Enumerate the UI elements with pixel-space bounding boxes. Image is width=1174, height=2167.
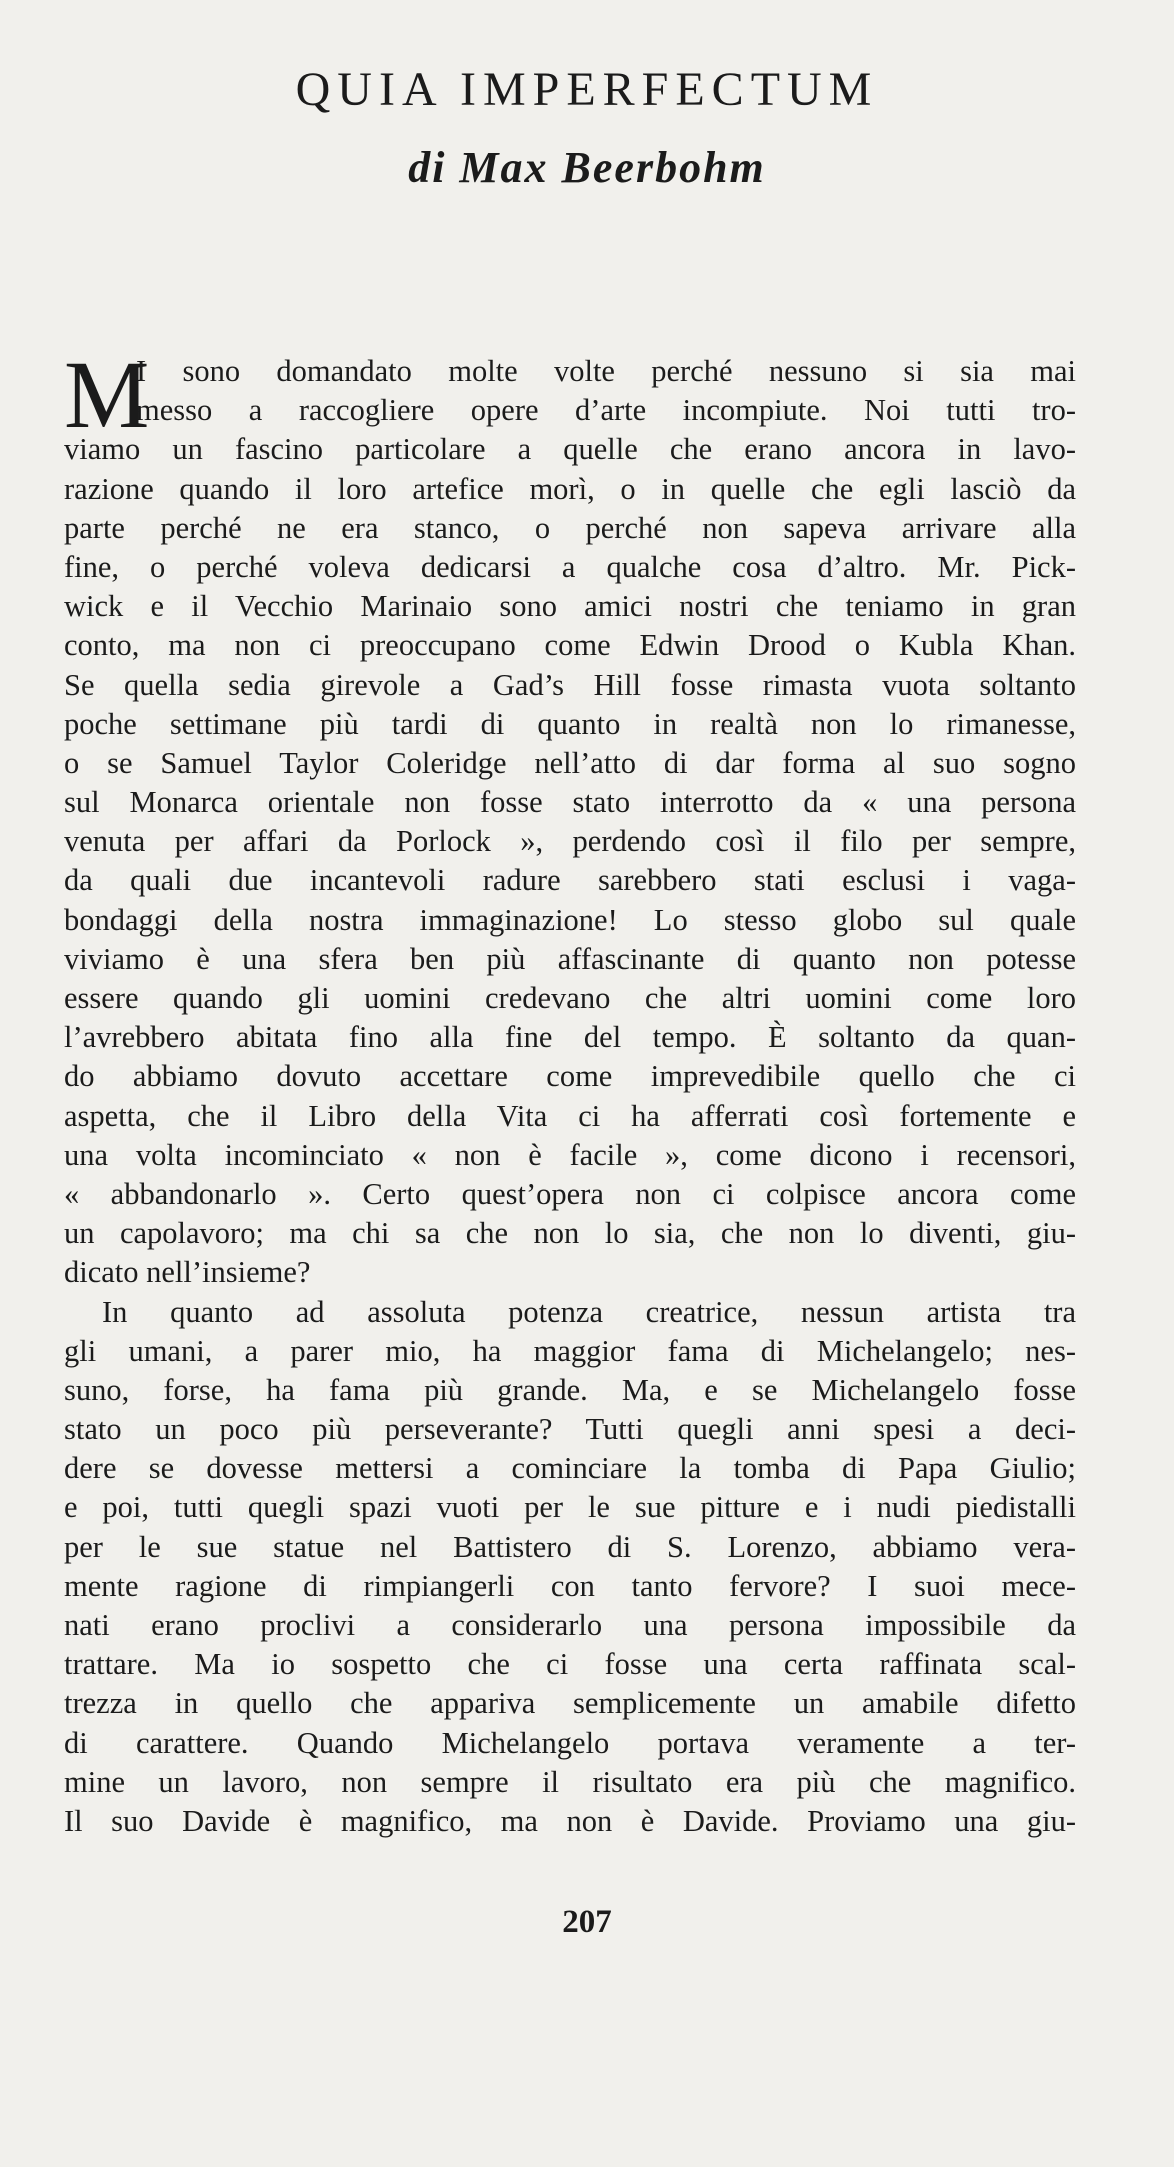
text-line: dere se dovesse mettersi a cominciare la tomba di Papa Giulio; [64, 1451, 1076, 1486]
essay-body [64, 341, 1076, 1841]
text-line: venuta per affari da Porlock », perdendo così il filo per sempre, [64, 824, 1076, 859]
text-line: di carattere. Quando Michelangelo portava veramente a ter- [64, 1725, 1076, 1760]
text-line: In quanto ad assoluta potenza creatrice, nessun artista tra [102, 1294, 1076, 1329]
text-line: aspetta, che il Libro della Vita ci ha afferrati così fortemente e [64, 1098, 1076, 1133]
text-line: trezza in quello che appariva semplicemente un amabile difetto [64, 1686, 1076, 1721]
text-line: gli umani, a parer mio, ha maggior fama di Michelangelo; nes- [64, 1333, 1076, 1368]
text-line: dicato nell’insieme? [64, 1255, 311, 1290]
text-line: stato un poco più perseverante? Tutti quegli anni spesi a deci- [64, 1412, 1076, 1447]
text-line: poche settimane più tardi di quanto in realtà non lo rimanesse, [64, 706, 1076, 741]
text-line: parte perché ne era stanco, o perché non sapeva arrivare alla [64, 510, 1076, 545]
text-line: per le sue statue nel Battistero di S. Lorenzo, abbiamo vera- [64, 1529, 1076, 1564]
text-line: essere quando gli uomini credevano che altri uomini come loro [64, 981, 1076, 1015]
text-line: wick e il Vecchio Marinaio sono amici nostri che teniamo in gran [64, 589, 1076, 624]
page-number: 207 [562, 1904, 612, 1940]
text-line: do abbiamo dovuto accettare come imprevedibile quello che ci [64, 1059, 1076, 1094]
text-line: fine, o perché voleva dedicarsi a qualche cosa d’altro. Mr. Pick- [64, 549, 1076, 584]
essay-author: di Max Beerbohm [408, 143, 766, 192]
text-line: o se Samuel Taylor Coleridge nell’atto di dar forma al suo sogno [64, 745, 1076, 780]
text-line: conto, ma non ci preoccupano come Edwin Drood o Kubla Khan. [64, 628, 1076, 663]
text-line: sul Monarca orientale non fosse stato interrotto da « una persona [64, 785, 1076, 820]
text-line: Il suo Davide è magnifico, ma non è Davide. Proviamo una giu- [64, 1803, 1076, 1838]
text-line: razione quando il loro artefice morì, o in quelle che egli lasciò da [64, 471, 1076, 506]
essay-title: QUIA IMPERFECTUM [295, 63, 879, 116]
text-line: Se quella sedia girevole a Gad’s Hill fosse rimasta vuota soltanto [64, 667, 1076, 702]
text-line: mente ragione di rimpiangerli con tanto fervore? I suoi mece- [64, 1568, 1076, 1603]
text-line: trattare. Ma io sospetto che ci fosse una certa raffinata scal- [64, 1647, 1076, 1682]
text-line: suno, forse, ha fama più grande. Ma, e se Michelangelo fosse [64, 1372, 1076, 1407]
drop-cap: M [64, 341, 150, 448]
text-line: mine un lavoro, non sempre il risultato era più che magnifico. [64, 1764, 1076, 1799]
text-line: « abbandonarlo ». Certo quest’opera non ci colpisce ancora come [64, 1176, 1076, 1211]
text-line: messo a raccogliere opere d’arte incompiute. Noi tutti tro- [136, 393, 1076, 428]
text-line: un capolavoro; ma chi sa che non lo sia, che non lo diventi, giu- [64, 1216, 1076, 1251]
text-line: I sono domandato molte volte perché nessuno si sia mai [136, 354, 1076, 388]
text-line: una volta incominciato « non è facile », come dicono i recensori, [64, 1137, 1076, 1172]
text-line: viviamo è una sfera ben più affascinante di quanto non potesse [64, 941, 1076, 976]
text-line: l’avrebbero abitata fino alla fine del tempo. È soltanto da quan- [64, 1020, 1076, 1055]
text-line: e poi, tutti quegli spazi vuoti per le sue pitture e i nudi piedistalli [64, 1490, 1076, 1525]
text-line: viamo un fascino particolare a quelle che erano ancora in lavo- [64, 432, 1076, 467]
text-line: bondaggi della nostra immaginazione! Lo stesso globo sul quale [64, 902, 1076, 937]
text-line: da quali due incantevoli radure sarebbero stati esclusi i vaga- [64, 863, 1076, 898]
text-line: nati erano proclivi a considerarlo una persona impossibile da [64, 1608, 1076, 1642]
